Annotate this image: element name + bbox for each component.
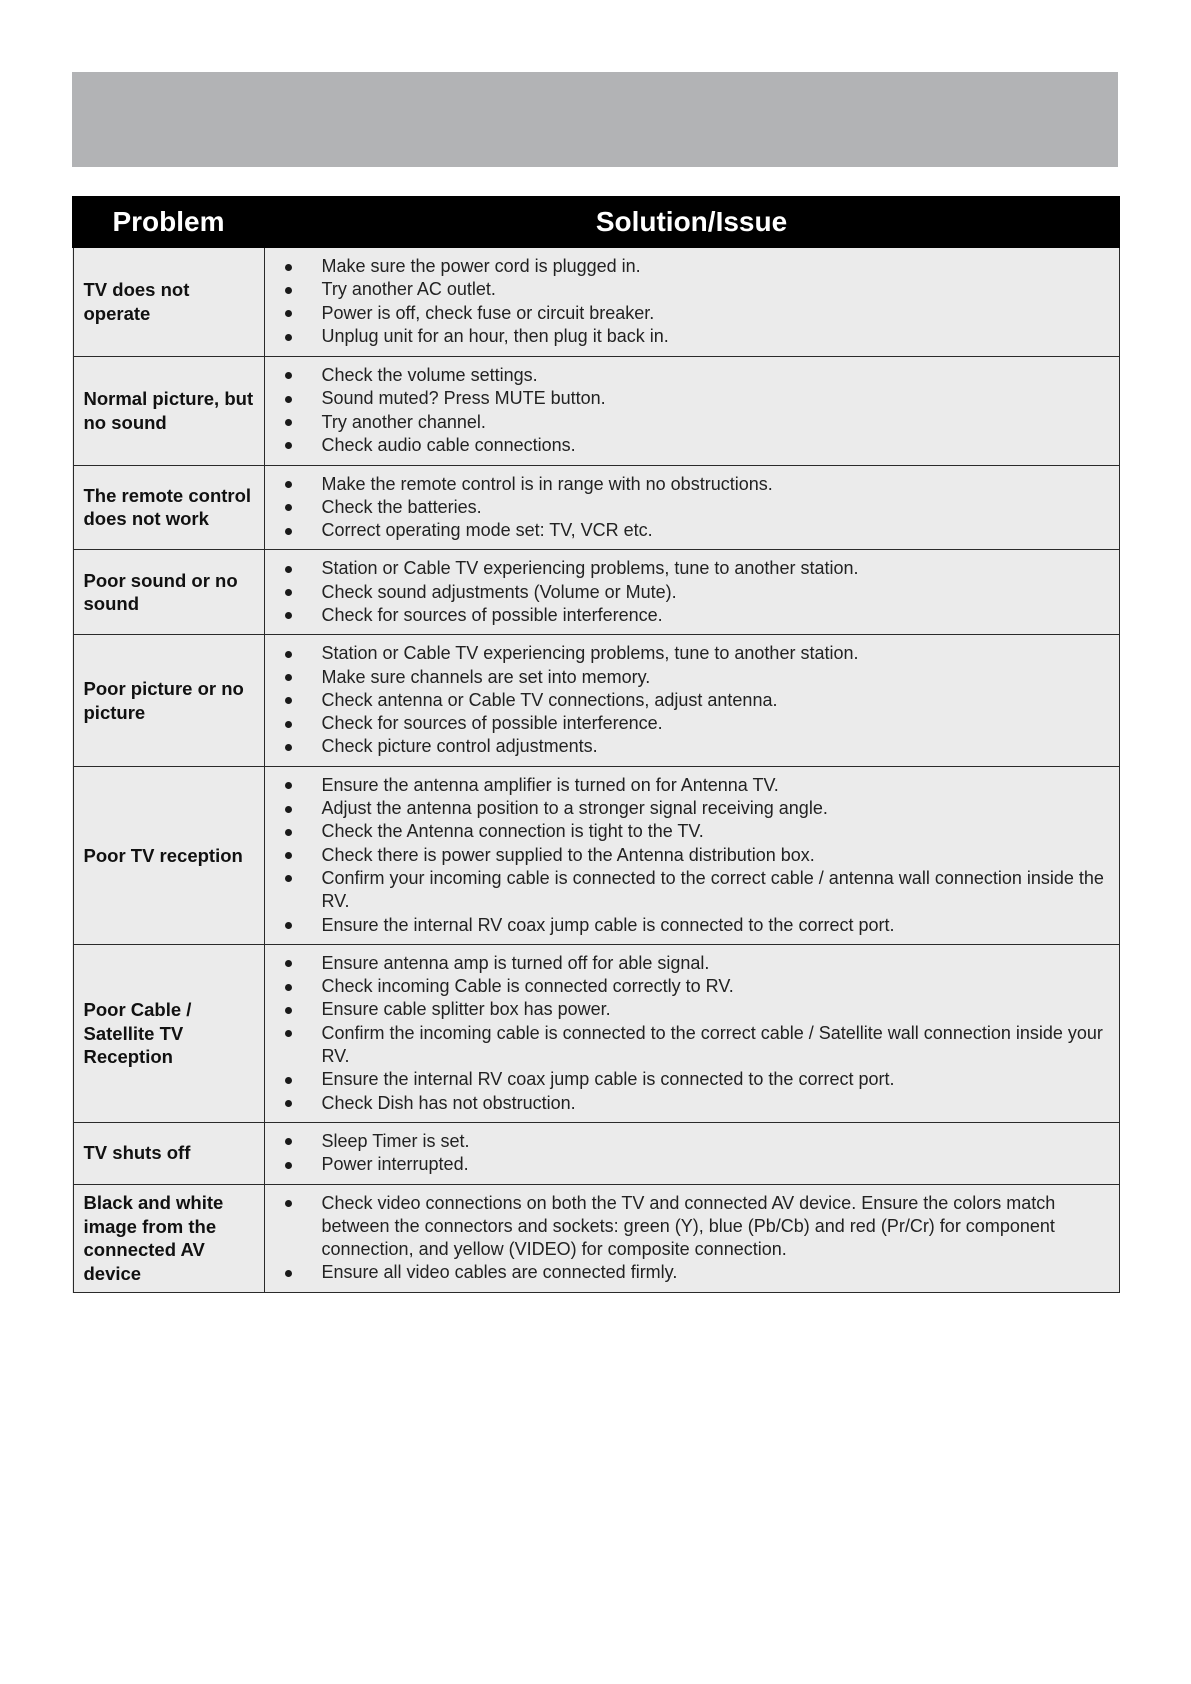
solution-item: Adjust the antenna position to a stronger signal receiving angle. bbox=[275, 797, 1109, 820]
problem-cell: TV shuts off bbox=[73, 1122, 264, 1184]
solution-item: Ensure all video cables are connected firmly. bbox=[275, 1261, 1109, 1284]
solution-cell bbox=[264, 247, 1119, 356]
problem-column-header: Problem bbox=[73, 197, 264, 247]
table-row bbox=[73, 550, 1119, 635]
solution-list bbox=[275, 255, 1109, 348]
solution-item: Correct operating mode set: TV, VCR etc. bbox=[275, 519, 1109, 542]
solution-item: Check picture control adjustments. bbox=[275, 735, 1109, 758]
problem-cell: Normal picture, but no sound bbox=[73, 356, 264, 465]
table-row bbox=[73, 1122, 1119, 1184]
solution-list bbox=[275, 557, 1109, 627]
solution-item: Confirm your incoming cable is connected to the correct cable / antenna wall connection inside the RV. bbox=[275, 867, 1109, 914]
table-row bbox=[73, 247, 1119, 356]
problem-cell: Poor TV reception bbox=[73, 766, 264, 944]
solution-item: Ensure antenna amp is turned off for able signal. bbox=[275, 952, 1109, 975]
solution-item: Ensure the internal RV coax jump cable is connected to the correct port. bbox=[275, 914, 1109, 937]
solution-cell bbox=[264, 356, 1119, 465]
solution-item: Ensure cable splitter box has power. bbox=[275, 998, 1109, 1021]
solution-item: Station or Cable TV experiencing problems, tune to another station. bbox=[275, 642, 1109, 665]
problem-cell: Poor picture or no picture bbox=[73, 635, 264, 766]
table-row bbox=[73, 1184, 1119, 1292]
solution-item: Make sure the power cord is plugged in. bbox=[275, 255, 1109, 278]
solution-item: Make sure channels are set into memory. bbox=[275, 666, 1109, 689]
solution-list bbox=[275, 1130, 1109, 1177]
problem-cell: Poor Cable / Satellite TV Reception bbox=[73, 944, 264, 1122]
solution-item: Check the Antenna connection is tight to the TV. bbox=[275, 820, 1109, 843]
solution-item: Ensure the antenna amplifier is turned on for Antenna TV. bbox=[275, 774, 1109, 797]
solution-cell bbox=[264, 465, 1119, 550]
solution-item: Check there is power supplied to the Antenna distribution box. bbox=[275, 844, 1109, 867]
problem-cell: Poor sound or no sound bbox=[73, 550, 264, 635]
solution-item: Confirm the incoming cable is connected to the correct cable / Satellite wall connection inside your RV. bbox=[275, 1022, 1109, 1069]
solution-item: Check Dish has not obstruction. bbox=[275, 1092, 1109, 1115]
problem-cell: Black and white image from the connected AV device bbox=[73, 1184, 264, 1292]
solution-list bbox=[275, 364, 1109, 457]
table-row bbox=[73, 635, 1119, 766]
solution-item: Ensure the internal RV coax jump cable is connected to the correct port. bbox=[275, 1068, 1109, 1091]
solution-item: Check the batteries. bbox=[275, 496, 1109, 519]
table-row bbox=[73, 356, 1119, 465]
solution-list bbox=[275, 642, 1109, 758]
header-band bbox=[72, 72, 1118, 167]
solution-item: Check incoming Cable is connected correctly to RV. bbox=[275, 975, 1109, 998]
solution-item: Try another AC outlet. bbox=[275, 278, 1109, 301]
solution-item: Make the remote control is in range with no obstructions. bbox=[275, 473, 1109, 496]
solution-item: Station or Cable TV experiencing problems, tune to another station. bbox=[275, 557, 1109, 580]
problem-cell: The remote control does not work bbox=[73, 465, 264, 550]
solution-cell bbox=[264, 766, 1119, 944]
solution-item: Check for sources of possible interference. bbox=[275, 712, 1109, 735]
table-row bbox=[73, 766, 1119, 944]
solution-list bbox=[275, 473, 1109, 543]
table-row bbox=[73, 465, 1119, 550]
table-body bbox=[73, 247, 1119, 1292]
troubleshooting-table bbox=[72, 196, 1120, 1293]
solution-item: Try another channel. bbox=[275, 411, 1109, 434]
table-row bbox=[73, 944, 1119, 1122]
table-header bbox=[73, 197, 1119, 247]
solution-cell bbox=[264, 550, 1119, 635]
solution-item: Check sound adjustments (Volume or Mute). bbox=[275, 581, 1109, 604]
solution-list bbox=[275, 774, 1109, 937]
solution-cell bbox=[264, 1122, 1119, 1184]
solution-item: Check the volume settings. bbox=[275, 364, 1109, 387]
solution-item: Check video connections on both the TV and connected AV device. Ensure the colors match between the connectors and sockets: green (Y), blue (Pb/Cb) and red (Pr/Cr) for component connection, and yellow (VIDEO) for composite connection. bbox=[275, 1192, 1109, 1262]
solution-column-header: Solution/Issue bbox=[264, 197, 1119, 247]
solution-item: Sleep Timer is set. bbox=[275, 1130, 1109, 1153]
solution-item: Unplug unit for an hour, then plug it back in. bbox=[275, 325, 1109, 348]
solution-item: Check audio cable connections. bbox=[275, 434, 1109, 457]
solution-cell bbox=[264, 944, 1119, 1122]
solution-cell bbox=[264, 635, 1119, 766]
solution-item: Power is off, check fuse or circuit breaker. bbox=[275, 302, 1109, 325]
solution-item: Power interrupted. bbox=[275, 1153, 1109, 1176]
solution-list bbox=[275, 952, 1109, 1115]
solution-cell bbox=[264, 1184, 1119, 1292]
solution-list bbox=[275, 1192, 1109, 1285]
solution-item: Sound muted? Press MUTE button. bbox=[275, 387, 1109, 410]
problem-cell: TV does not operate bbox=[73, 247, 264, 356]
solution-item: Check antenna or Cable TV connections, adjust antenna. bbox=[275, 689, 1109, 712]
solution-item: Check for sources of possible interference. bbox=[275, 604, 1109, 627]
